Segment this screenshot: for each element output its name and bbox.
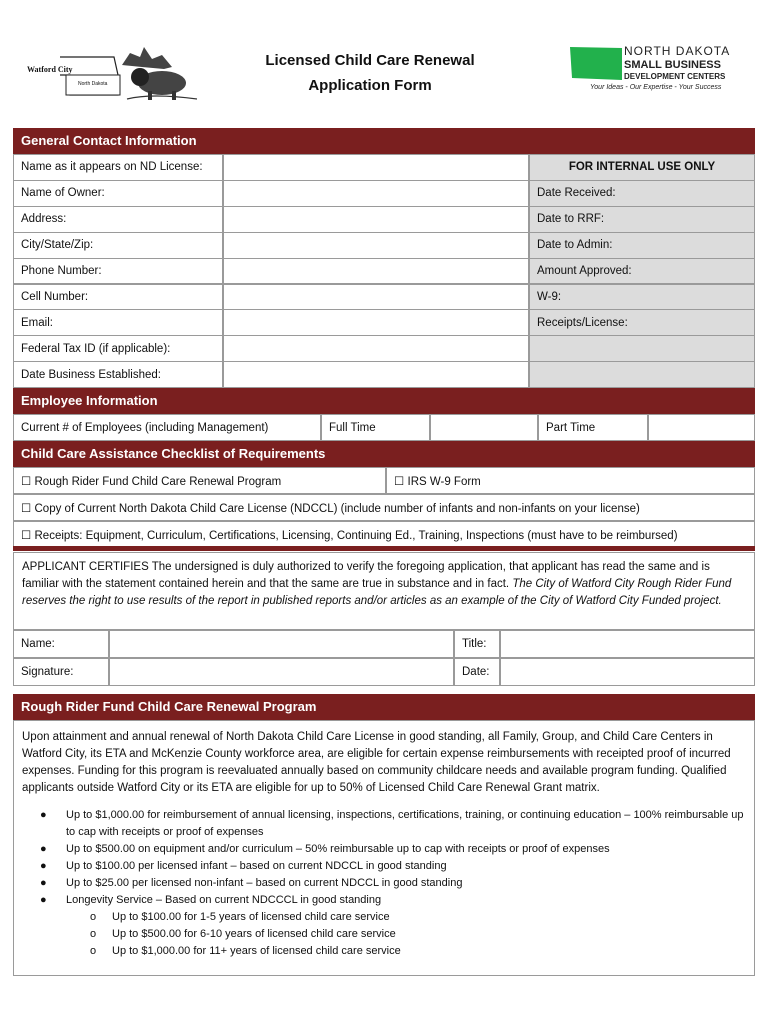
contact-field-input[interactable] xyxy=(223,154,529,181)
checkbox-ndccl-copy[interactable]: ☐ Copy of Current North Dakota Child Care License (NDCCL) (include number of infants and non-infants on your license) xyxy=(13,494,755,521)
internal-use-field: Date Received: xyxy=(529,180,755,207)
title-line-2: Application Form xyxy=(308,77,432,94)
sub-list-item: o Up to $100.00 for 1-5 years of licensed child care service xyxy=(90,911,390,923)
contact-field-label: Address: xyxy=(13,206,223,233)
contact-field-input[interactable] xyxy=(223,309,529,336)
title-input[interactable] xyxy=(500,630,755,658)
contact-field-label: Cell Number: xyxy=(13,284,223,311)
sbdc-logo xyxy=(566,44,746,96)
checklist-heading: Child Care Assistance Checklist of Requirements xyxy=(13,441,755,467)
form-title xyxy=(220,48,520,98)
list-item: ● Up to $25.00 per licensed non-infant – based on current NDCCL in good standing xyxy=(40,877,463,889)
list-item: ● Up to $1,000.00 for reimbursement of annual licensing, inspections, certifications, training, or continuing education – 100% reimbursable up to cap with receipts or proof of expenses xyxy=(40,809,744,838)
sbdc-line-2: SMALL BUSINESS xyxy=(624,59,721,71)
internal-use-field: Date to Admin: xyxy=(529,232,755,259)
signature-label: Signature: xyxy=(13,658,109,686)
employee-count-label: Current # of Employees (including Management) xyxy=(13,414,321,441)
internal-use-field: Amount Approved: xyxy=(529,258,755,285)
checkbox-receipts[interactable]: ☐ Receipts: Equipment, Curriculum, Certifications, Licensing, Continuing Ed., Training, Inspections (must have to be reimbursed) xyxy=(13,521,755,548)
longevity-sub-list xyxy=(66,909,746,960)
full-time-label: Full Time xyxy=(321,414,430,441)
sbdc-tagline: Your Ideas - Our Expertise - Your Success xyxy=(590,84,722,91)
contact-field-input[interactable] xyxy=(223,258,529,285)
certify-text: APPLICANT CERTIFIES The undersigned is duly authorized to verify the foregoing application, that applicant has read the same and is familiar with the statement contained herein and that the same are true in substance and in fact. xyxy=(22,561,710,590)
title-label: Title: xyxy=(454,630,500,658)
contact-field-label: Phone Number: xyxy=(13,258,223,285)
internal-use-heading: FOR INTERNAL USE ONLY xyxy=(529,154,755,181)
program-bullet-list xyxy=(22,807,746,960)
contact-field-input[interactable] xyxy=(223,206,529,233)
internal-use-field: Date to RRF: xyxy=(529,206,755,233)
contact-field-label: Date Business Established: xyxy=(13,361,223,388)
employee-heading: Employee Information xyxy=(13,388,755,414)
contact-field-input[interactable] xyxy=(223,180,529,207)
contact-field-label: Name as it appears on ND License: xyxy=(13,154,223,181)
applicant-certification xyxy=(13,552,755,630)
section-divider xyxy=(13,546,755,551)
part-time-input[interactable] xyxy=(648,414,755,441)
general-contact-heading: General Contact Information xyxy=(13,128,755,154)
name-input[interactable] xyxy=(109,630,454,658)
sbdc-line-1: NORTH DAKOTA xyxy=(624,44,731,58)
list-item: ● Longevity Service – Based on current NDCCCL in good standing o Up to $100.00 for 1-5 years of licensed child care service o Up to $500.00 for 6-10 years of licensed child care service o Up to $1,000.00 for 11+ years of licensed child care service xyxy=(66,892,746,960)
contact-field-label: Name of Owner: xyxy=(13,180,223,207)
date-input[interactable] xyxy=(500,658,755,686)
checkbox-irs-w9[interactable]: ☐ IRS W-9 Form xyxy=(386,467,755,494)
program-heading: Rough Rider Fund Child Care Renewal Program xyxy=(13,694,755,720)
title-line-1: Licensed Child Care Renewal xyxy=(265,52,475,69)
sub-list-item: o Up to $500.00 for 6-10 years of licensed child care service xyxy=(90,928,396,940)
contact-field-label: City/State/Zip: xyxy=(13,232,223,259)
contact-field-input[interactable] xyxy=(223,232,529,259)
part-time-label: Part Time xyxy=(538,414,648,441)
contact-field-input[interactable] xyxy=(223,284,529,311)
internal-use-field: W-9: xyxy=(529,284,755,311)
logo-city-text: Watford City xyxy=(27,65,73,74)
contact-field-input[interactable] xyxy=(223,335,529,362)
list-item: ● Up to $500.00 on equipment and/or curriculum – 50% reimbursable up to cap with receipts or proof of expenses xyxy=(40,843,610,855)
contact-field-label: Email: xyxy=(13,309,223,336)
watford-city-logo xyxy=(22,45,200,101)
signature-input[interactable] xyxy=(109,658,454,686)
program-description xyxy=(13,720,755,976)
checkbox-rough-rider-program[interactable]: ☐ Rough Rider Fund Child Care Renewal Program xyxy=(13,467,386,494)
name-label: Name: xyxy=(13,630,109,658)
internal-use-field: Receipts/License: xyxy=(529,309,755,336)
list-item: ● Up to $100.00 per licensed infant – based on current NDCCL in good standing xyxy=(40,860,447,872)
full-time-input[interactable] xyxy=(430,414,538,441)
certify-italic: The City of Watford City Rough Rider Fund reserves the right to use results of the report in published reports and/or articles as an example of the City of Watford City Funded project. xyxy=(22,578,732,607)
sbdc-line-3: DEVELOPMENT CENTERS xyxy=(624,72,726,81)
contact-field-input[interactable] xyxy=(223,361,529,388)
logo-state-text: North Dakota xyxy=(78,81,108,87)
date-label: Date: xyxy=(454,658,500,686)
sub-list-item: o Up to $1,000.00 for 11+ years of licensed child care service xyxy=(90,945,401,957)
internal-use-blank xyxy=(529,361,755,388)
north-dakota-state-icon xyxy=(566,44,624,84)
contact-field-label: Federal Tax ID (if applicable): xyxy=(13,335,223,362)
header xyxy=(0,0,770,125)
program-intro: Upon attainment and annual renewal of North Dakota Child Care License in good standing, all Family, Group, and Child Care Centers in Watford City, its ETA and McKenzie County workforce area, are eligible for certain expense reimbursements with receipted proof of incurred expenses. Funding for this program is reevaluated annually based on community childcare needs and available program funding. Qualified applicants outside Watford City or its ETA are eligible for up to 50% of Licensed Child Care Renewal Grant matrix. xyxy=(22,731,731,794)
internal-use-blank xyxy=(529,335,755,362)
